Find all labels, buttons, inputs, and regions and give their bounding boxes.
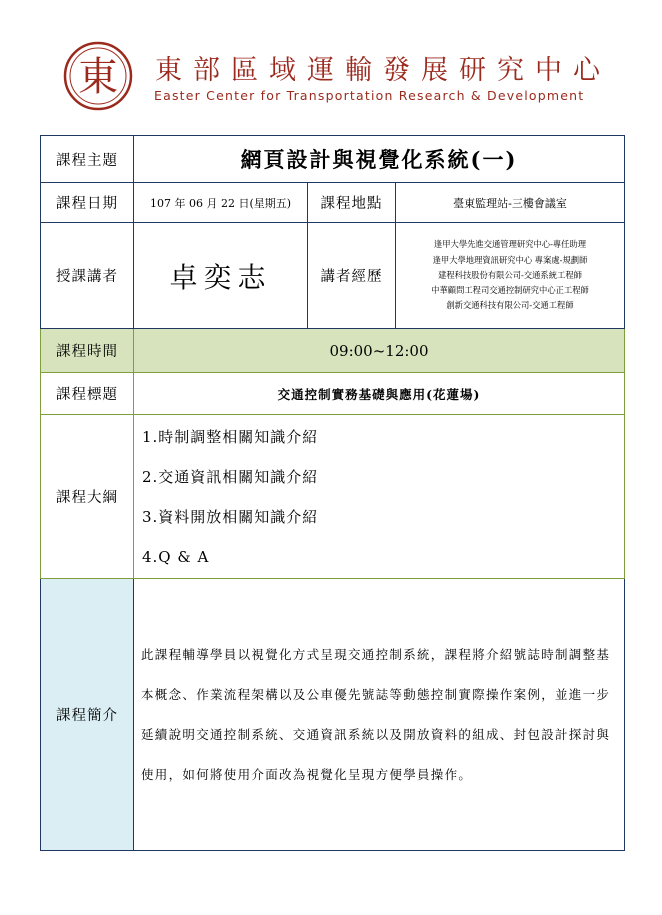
outline-item: 3.資料開放相關知識介紹 bbox=[142, 507, 319, 526]
course-subtitle: 交通控制實務基礎與應用(花蓮場) bbox=[134, 373, 625, 415]
experience-label: 講者經歷 bbox=[308, 223, 396, 329]
outline-item: 1.時制調整相關知識介紹 bbox=[142, 427, 319, 446]
org-header bbox=[62, 38, 622, 116]
lecturer-label: 授課講者 bbox=[41, 223, 134, 329]
time-row bbox=[41, 329, 625, 373]
experience-item: 逢甲大學先進交通管理研究中心-專任助理 bbox=[433, 239, 587, 250]
course-time: 09:00~12:00 bbox=[134, 329, 625, 373]
course-intro: 此課程輔導學員以視覺化方式呈現交通控制系統，課程將介紹號誌時制調整基本概念、作業流程架構以及公車優先號誌等動態控制實際操作案例，並進一步延續說明交通控制系統、交通資訊系統以及開放資料的組成、封包設計探討與使用，如何將使用介面改為視覺化呈現方便學員操作。 bbox=[134, 579, 625, 851]
outline-label: 課程大綱 bbox=[41, 415, 134, 579]
intro-row bbox=[41, 579, 625, 851]
date-row bbox=[41, 183, 625, 223]
lecturer-row bbox=[41, 223, 625, 329]
course-location: 臺東監理站-三樓會議室 bbox=[396, 183, 625, 223]
org-name-en: Easter Center for Transportation Research & Development bbox=[154, 88, 585, 103]
org-name-cn: 東部區域運輸發展研究中心 bbox=[155, 55, 611, 86]
lecturer-name: 卓奕志 bbox=[134, 223, 308, 329]
org-logo bbox=[62, 40, 134, 112]
experience-item: 中華顧問工程司交通控制研究中心正工程師 bbox=[431, 285, 589, 296]
date-label: 課程日期 bbox=[41, 183, 134, 223]
topic-row bbox=[41, 136, 625, 183]
topic-label: 課程主題 bbox=[41, 136, 134, 183]
intro-label: 課程簡介 bbox=[41, 579, 134, 851]
time-label: 課程時間 bbox=[41, 329, 134, 373]
outline-item: 4.Q & A bbox=[142, 547, 210, 566]
subtitle-row bbox=[41, 373, 625, 415]
course-date: 107 年 06 月 22 日(星期五) bbox=[134, 183, 308, 223]
location-label: 課程地點 bbox=[308, 183, 396, 223]
outline-item: 2.交通資訊相關知識介紹 bbox=[142, 467, 319, 486]
experience-item: 創新交通科技有限公司-交通工程師 bbox=[446, 300, 574, 311]
experience-item: 逢甲大學地理資訊研究中心 專案處-規劃師 bbox=[432, 254, 588, 265]
outline-row bbox=[41, 415, 625, 579]
subtitle-label: 課程標題 bbox=[41, 373, 134, 415]
experience-item: 建程科技股份有限公司-交通系統工程師 bbox=[438, 269, 582, 280]
course-outline bbox=[134, 415, 625, 579]
logo-glyph: 東 bbox=[78, 54, 118, 100]
course-topic: 網頁設計與視覺化系統(一) bbox=[134, 136, 625, 183]
course-info-table bbox=[40, 135, 625, 851]
lecturer-experience bbox=[396, 223, 625, 329]
